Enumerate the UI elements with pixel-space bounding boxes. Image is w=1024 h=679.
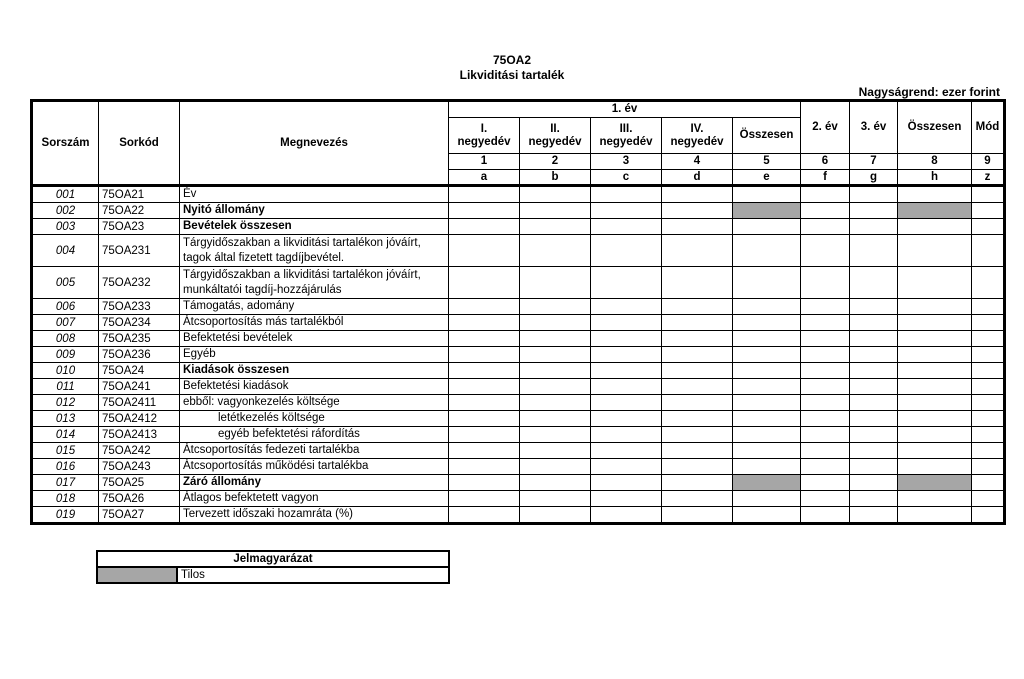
- unit-label: Nagyságrend: ezer forint: [858, 85, 1000, 99]
- input-cell[interactable]: [591, 347, 662, 363]
- input-cell[interactable]: [520, 235, 591, 267]
- col-number: 8: [898, 154, 972, 170]
- input-cell[interactable]: [662, 379, 733, 395]
- row-number: 019: [32, 507, 99, 524]
- row-name: Átcsoportosítás más tartalékból: [180, 315, 449, 331]
- input-cell[interactable]: [850, 267, 898, 299]
- input-cell[interactable]: [972, 411, 1005, 427]
- input-cell[interactable]: [801, 267, 850, 299]
- input-cell[interactable]: [520, 267, 591, 299]
- row-code: 75OA24: [99, 363, 180, 379]
- input-cell[interactable]: [591, 507, 662, 524]
- col-number: 7: [850, 154, 898, 170]
- table-row: [32, 411, 1005, 427]
- table-header: [32, 101, 1005, 186]
- row-name: Befektetési bevételek: [180, 331, 449, 347]
- input-cell[interactable]: [591, 235, 662, 267]
- col-letter: d: [662, 170, 733, 186]
- input-cell[interactable]: [850, 331, 898, 347]
- input-cell[interactable]: [801, 411, 850, 427]
- col-number: 9: [972, 154, 1005, 170]
- input-cell[interactable]: [850, 219, 898, 235]
- input-cell[interactable]: [850, 299, 898, 315]
- input-cell[interactable]: [449, 235, 520, 267]
- input-cell[interactable]: [850, 507, 898, 524]
- input-cell[interactable]: [520, 379, 591, 395]
- input-cell[interactable]: [801, 507, 850, 524]
- input-cell[interactable]: [801, 395, 850, 411]
- row-name: egyéb befektetési ráfordítás: [180, 427, 449, 443]
- row-code: 75OA231: [99, 235, 180, 267]
- input-cell[interactable]: [662, 395, 733, 411]
- input-cell[interactable]: [850, 475, 898, 491]
- input-cell[interactable]: [972, 507, 1005, 524]
- input-cell[interactable]: [898, 491, 972, 507]
- input-cell[interactable]: [972, 427, 1005, 443]
- input-cell[interactable]: [591, 363, 662, 379]
- input-cell[interactable]: [591, 443, 662, 459]
- row-number: 003: [32, 219, 99, 235]
- input-cell[interactable]: [662, 267, 733, 299]
- forbidden-cell: [733, 203, 801, 219]
- forbidden-cell: [733, 475, 801, 491]
- form-title: Likviditási tartalék: [459, 68, 565, 82]
- input-cell[interactable]: [520, 443, 591, 459]
- input-cell[interactable]: [591, 491, 662, 507]
- input-cell[interactable]: [898, 235, 972, 267]
- input-cell[interactable]: [591, 186, 662, 203]
- row-code: 75OA2411: [99, 395, 180, 411]
- col-letter: z: [972, 170, 1005, 186]
- input-cell[interactable]: [449, 427, 520, 443]
- input-cell[interactable]: [520, 459, 591, 475]
- table-row: [32, 203, 1005, 219]
- input-cell[interactable]: [801, 347, 850, 363]
- input-cell[interactable]: [972, 379, 1005, 395]
- input-cell[interactable]: [733, 331, 801, 347]
- row-number: 011: [32, 379, 99, 395]
- input-cell[interactable]: [733, 395, 801, 411]
- table-row: [32, 315, 1005, 331]
- row-number: 006: [32, 299, 99, 315]
- col-number: 1: [449, 154, 520, 170]
- table-row: [32, 219, 1005, 235]
- input-cell[interactable]: [733, 363, 801, 379]
- table-row: [32, 443, 1005, 459]
- input-cell[interactable]: [898, 427, 972, 443]
- input-cell[interactable]: [850, 459, 898, 475]
- row-code: 75OA23: [99, 219, 180, 235]
- input-cell[interactable]: [520, 315, 591, 331]
- table-row: [32, 475, 1005, 491]
- input-cell[interactable]: [449, 507, 520, 524]
- input-cell[interactable]: [850, 347, 898, 363]
- input-cell[interactable]: [662, 299, 733, 315]
- input-cell[interactable]: [850, 491, 898, 507]
- input-cell[interactable]: [898, 363, 972, 379]
- input-cell[interactable]: [898, 443, 972, 459]
- row-code: 75OA232: [99, 267, 180, 299]
- row-name: Átlagos befektetett vagyon: [180, 491, 449, 507]
- input-cell[interactable]: [449, 347, 520, 363]
- row-name: Tárgyidőszakban a likviditási tartalékon jóváírt, tagok által fizetett tagdíjbevétel.: [180, 235, 449, 267]
- table-row: [32, 267, 1005, 299]
- input-cell[interactable]: [449, 491, 520, 507]
- input-cell[interactable]: [520, 299, 591, 315]
- table-row: [32, 363, 1005, 379]
- input-cell[interactable]: [972, 347, 1005, 363]
- col-letter: f: [801, 170, 850, 186]
- input-cell[interactable]: [449, 331, 520, 347]
- form-code: 75OA2: [492, 53, 532, 67]
- input-cell[interactable]: [520, 507, 591, 524]
- input-cell[interactable]: [801, 235, 850, 267]
- row-code: 75OA235: [99, 331, 180, 347]
- forbidden-cell: [898, 203, 972, 219]
- legend-item-label: Tilos: [177, 567, 449, 583]
- input-cell[interactable]: [898, 347, 972, 363]
- input-cell[interactable]: [520, 427, 591, 443]
- row-number: 002: [32, 203, 99, 219]
- input-cell[interactable]: [662, 347, 733, 363]
- liquidity-reserve-table: [30, 99, 1006, 525]
- input-cell[interactable]: [801, 331, 850, 347]
- input-cell[interactable]: [801, 379, 850, 395]
- input-cell[interactable]: [591, 395, 662, 411]
- input-cell[interactable]: [972, 331, 1005, 347]
- input-cell[interactable]: [850, 203, 898, 219]
- row-code: 75OA242: [99, 443, 180, 459]
- row-name: ebből: vagyonkezelés költsége: [180, 395, 449, 411]
- input-cell[interactable]: [591, 315, 662, 331]
- input-cell[interactable]: [591, 267, 662, 299]
- input-cell[interactable]: [850, 379, 898, 395]
- input-cell[interactable]: [801, 443, 850, 459]
- table-body: [32, 186, 1005, 524]
- col-year1: 1. év: [449, 101, 801, 118]
- input-cell[interactable]: [898, 395, 972, 411]
- row-name: Tárgyidőszakban a likviditási tartalékon jóváírt, munkáltatói tagdíj-hozzájárulás: [180, 267, 449, 299]
- table-row: [32, 491, 1005, 507]
- col-letter: e: [733, 170, 801, 186]
- row-number: 009: [32, 347, 99, 363]
- col-number: 4: [662, 154, 733, 170]
- input-cell[interactable]: [850, 186, 898, 203]
- table-row: [32, 347, 1005, 363]
- input-cell[interactable]: [972, 363, 1005, 379]
- input-cell[interactable]: [733, 186, 801, 203]
- input-cell[interactable]: [591, 459, 662, 475]
- input-cell[interactable]: [898, 411, 972, 427]
- col-letter: a: [449, 170, 520, 186]
- input-cell[interactable]: [662, 315, 733, 331]
- input-cell[interactable]: [591, 475, 662, 491]
- col-mod: Mód: [972, 101, 1005, 154]
- col-number: 2: [520, 154, 591, 170]
- table-row: [32, 427, 1005, 443]
- input-cell[interactable]: [449, 186, 520, 203]
- row-name: Átcsoportosítás fedezeti tartalékba: [180, 443, 449, 459]
- row-name: Egyéb: [180, 347, 449, 363]
- input-cell[interactable]: [733, 235, 801, 267]
- input-cell[interactable]: [520, 203, 591, 219]
- input-cell[interactable]: [898, 379, 972, 395]
- input-cell[interactable]: [972, 299, 1005, 315]
- input-cell[interactable]: [449, 443, 520, 459]
- input-cell[interactable]: [972, 475, 1005, 491]
- col-year2: 2. év: [801, 101, 850, 154]
- row-number: 008: [32, 331, 99, 347]
- input-cell[interactable]: [449, 315, 520, 331]
- input-cell[interactable]: [662, 491, 733, 507]
- row-code: 75OA2413: [99, 427, 180, 443]
- input-cell[interactable]: [733, 507, 801, 524]
- input-cell[interactable]: [733, 491, 801, 507]
- input-cell[interactable]: [449, 475, 520, 491]
- input-cell[interactable]: [898, 459, 972, 475]
- legend: [96, 550, 450, 584]
- row-number: 012: [32, 395, 99, 411]
- input-cell[interactable]: [898, 219, 972, 235]
- input-cell[interactable]: [449, 395, 520, 411]
- col-letter: h: [898, 170, 972, 186]
- input-cell[interactable]: [898, 299, 972, 315]
- col-letter: g: [850, 170, 898, 186]
- input-cell[interactable]: [591, 379, 662, 395]
- input-cell[interactable]: [449, 363, 520, 379]
- input-cell[interactable]: [801, 186, 850, 203]
- col-number: 3: [591, 154, 662, 170]
- input-cell[interactable]: [850, 235, 898, 267]
- input-cell[interactable]: [733, 347, 801, 363]
- input-cell[interactable]: [733, 459, 801, 475]
- row-name: Befektetési kiadások: [180, 379, 449, 395]
- input-cell[interactable]: [449, 267, 520, 299]
- input-cell[interactable]: [449, 299, 520, 315]
- input-cell[interactable]: [801, 427, 850, 443]
- row-name: Nyitó állomány: [180, 203, 449, 219]
- col-number: 5: [733, 154, 801, 170]
- row-number: 010: [32, 363, 99, 379]
- input-cell[interactable]: [898, 267, 972, 299]
- col-q4: IV. negyedév: [662, 118, 733, 154]
- row-code: 75OA22: [99, 203, 180, 219]
- input-cell[interactable]: [972, 235, 1005, 267]
- col-q3: III. negyedév: [591, 118, 662, 154]
- input-cell[interactable]: [520, 491, 591, 507]
- input-cell[interactable]: [520, 475, 591, 491]
- row-code: 75OA234: [99, 315, 180, 331]
- input-cell[interactable]: [449, 459, 520, 475]
- input-cell[interactable]: [898, 331, 972, 347]
- input-cell[interactable]: [850, 411, 898, 427]
- input-cell[interactable]: [733, 315, 801, 331]
- table-row: [32, 235, 1005, 267]
- row-name: Támogatás, adomány: [180, 299, 449, 315]
- input-cell[interactable]: [850, 427, 898, 443]
- input-cell[interactable]: [662, 235, 733, 267]
- input-cell[interactable]: [520, 347, 591, 363]
- input-cell[interactable]: [850, 363, 898, 379]
- input-cell[interactable]: [662, 443, 733, 459]
- input-cell[interactable]: [972, 267, 1005, 299]
- row-code: 75OA21: [99, 186, 180, 203]
- row-number: 018: [32, 491, 99, 507]
- col-sorkod: Sorkód: [99, 101, 180, 186]
- row-code: 75OA233: [99, 299, 180, 315]
- input-cell[interactable]: [972, 395, 1005, 411]
- input-cell[interactable]: [591, 411, 662, 427]
- forbidden-cell: [898, 475, 972, 491]
- input-cell[interactable]: [972, 443, 1005, 459]
- col-total1: Összesen: [733, 118, 801, 154]
- input-cell[interactable]: [733, 411, 801, 427]
- input-cell[interactable]: [520, 186, 591, 203]
- input-cell[interactable]: [801, 299, 850, 315]
- table-row: [32, 459, 1005, 475]
- input-cell[interactable]: [850, 395, 898, 411]
- input-cell[interactable]: [520, 331, 591, 347]
- row-number: 015: [32, 443, 99, 459]
- legend-grey-swatch: [97, 567, 177, 583]
- row-number: 007: [32, 315, 99, 331]
- input-cell[interactable]: [520, 363, 591, 379]
- input-cell[interactable]: [591, 219, 662, 235]
- input-cell[interactable]: [662, 475, 733, 491]
- col-sorszam: Sorszám: [32, 101, 99, 186]
- input-cell[interactable]: [850, 315, 898, 331]
- input-cell[interactable]: [733, 443, 801, 459]
- input-cell[interactable]: [972, 203, 1005, 219]
- input-cell[interactable]: [662, 331, 733, 347]
- input-cell[interactable]: [801, 459, 850, 475]
- input-cell[interactable]: [733, 267, 801, 299]
- input-cell[interactable]: [801, 203, 850, 219]
- input-cell[interactable]: [972, 459, 1005, 475]
- row-number: 005: [32, 267, 99, 299]
- col-letter: c: [591, 170, 662, 186]
- input-cell[interactable]: [449, 203, 520, 219]
- input-cell[interactable]: [972, 315, 1005, 331]
- row-code: 75OA236: [99, 347, 180, 363]
- input-cell[interactable]: [972, 491, 1005, 507]
- input-cell[interactable]: [662, 186, 733, 203]
- input-cell[interactable]: [801, 363, 850, 379]
- input-cell[interactable]: [733, 219, 801, 235]
- input-cell[interactable]: [801, 475, 850, 491]
- input-cell[interactable]: [733, 299, 801, 315]
- row-number: 017: [32, 475, 99, 491]
- input-cell[interactable]: [972, 219, 1005, 235]
- row-number: 004: [32, 235, 99, 267]
- input-cell[interactable]: [662, 203, 733, 219]
- table-row: [32, 331, 1005, 347]
- input-cell[interactable]: [449, 411, 520, 427]
- input-cell[interactable]: [591, 427, 662, 443]
- row-code: 75OA243: [99, 459, 180, 475]
- col-megnevezes: Megnevezés: [180, 101, 449, 186]
- row-name: Tervezett időszaki hozamráta (%): [180, 507, 449, 524]
- input-cell[interactable]: [662, 459, 733, 475]
- input-cell[interactable]: [520, 395, 591, 411]
- row-code: 75OA25: [99, 475, 180, 491]
- input-cell[interactable]: [520, 411, 591, 427]
- input-cell[interactable]: [591, 299, 662, 315]
- col-year3: 3. év: [850, 101, 898, 154]
- row-name: Bevételek összesen: [180, 219, 449, 235]
- row-code: 75OA27: [99, 507, 180, 524]
- input-cell[interactable]: [449, 379, 520, 395]
- row-number: 013: [32, 411, 99, 427]
- row-number: 016: [32, 459, 99, 475]
- input-cell[interactable]: [733, 379, 801, 395]
- table-row: [32, 507, 1005, 524]
- input-cell[interactable]: [733, 427, 801, 443]
- col-letter: b: [520, 170, 591, 186]
- row-name: Kiadások összesen: [180, 363, 449, 379]
- input-cell[interactable]: [662, 507, 733, 524]
- input-cell[interactable]: [898, 315, 972, 331]
- input-cell[interactable]: [972, 186, 1005, 203]
- row-name: letétkezelés költsége: [180, 411, 449, 427]
- col-q2: II. negyedév: [520, 118, 591, 154]
- row-number: 014: [32, 427, 99, 443]
- input-cell[interactable]: [662, 219, 733, 235]
- row-code: 75OA2412: [99, 411, 180, 427]
- input-cell[interactable]: [850, 443, 898, 459]
- table-row: [32, 186, 1005, 203]
- input-cell[interactable]: [662, 411, 733, 427]
- row-name: Záró állomány: [180, 475, 449, 491]
- input-cell[interactable]: [801, 491, 850, 507]
- input-cell[interactable]: [898, 507, 972, 524]
- legend-title: Jelmagyarázat: [97, 551, 449, 567]
- row-code: 75OA26: [99, 491, 180, 507]
- row-code: 75OA241: [99, 379, 180, 395]
- row-number: 001: [32, 186, 99, 203]
- row-name: Év: [180, 186, 449, 203]
- col-total2: Összesen: [898, 101, 972, 154]
- input-cell[interactable]: [801, 219, 850, 235]
- row-name: Átcsoportosítás működési tartalékba: [180, 459, 449, 475]
- table-row: [32, 379, 1005, 395]
- input-cell[interactable]: [662, 363, 733, 379]
- input-cell[interactable]: [801, 315, 850, 331]
- input-cell[interactable]: [662, 427, 733, 443]
- input-cell[interactable]: [898, 186, 972, 203]
- col-q1: I. negyedév: [449, 118, 520, 154]
- input-cell[interactable]: [591, 331, 662, 347]
- input-cell[interactable]: [449, 219, 520, 235]
- table-row: [32, 299, 1005, 315]
- table-row: [32, 395, 1005, 411]
- input-cell[interactable]: [591, 203, 662, 219]
- col-number: 6: [801, 154, 850, 170]
- input-cell[interactable]: [520, 219, 591, 235]
